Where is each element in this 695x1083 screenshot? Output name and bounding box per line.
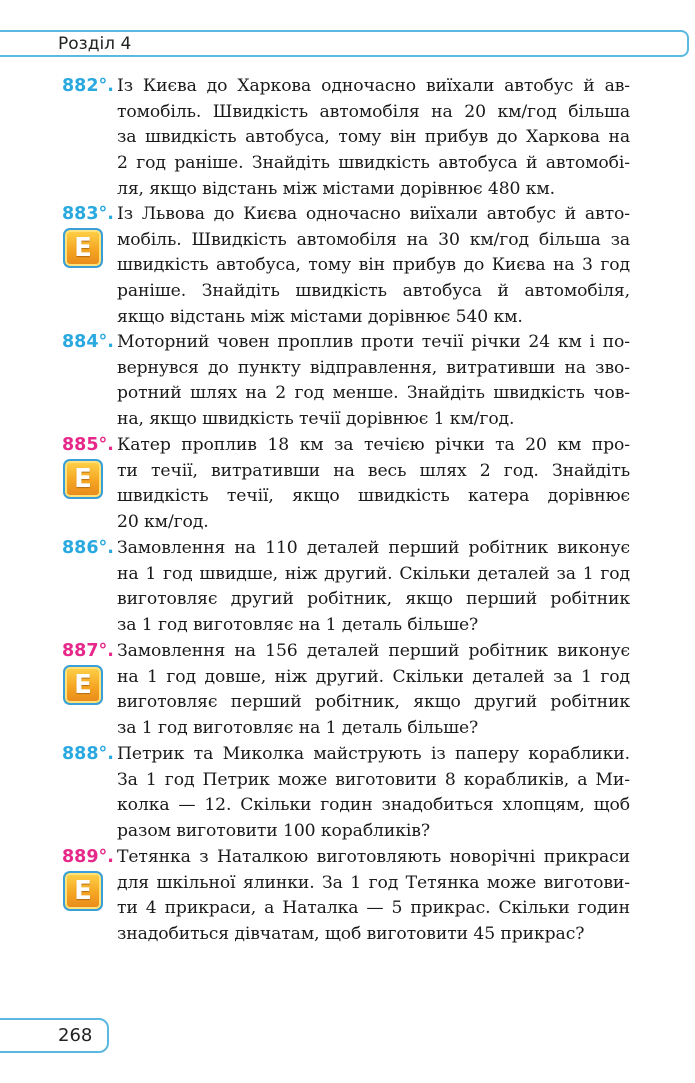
e-badge-icon: E bbox=[63, 459, 103, 499]
problem-number-value: 883 bbox=[62, 204, 99, 224]
problem-text-line: виготовляє перший робітник, якщо другий робітник bbox=[117, 692, 630, 713]
problem-text-line: за 1 год виготовляє на 1 деталь більше? bbox=[117, 718, 479, 739]
problem-text-line: на, якщо швидкість течії дорівнює 1 км/год. bbox=[117, 409, 515, 430]
problem-text-line: За 1 год Петрик може виготовити 8 корабликів, а Ми- bbox=[117, 769, 630, 790]
problem-number-mark: °. bbox=[98, 538, 114, 558]
problem-text-line: раніше. Знайдіть швидкість автобуса й автомобіля, bbox=[117, 281, 630, 302]
problem-number bbox=[62, 433, 114, 459]
problem-text bbox=[117, 202, 630, 331]
problem-text-line: на 1 год довше, ніж другий. Скільки деталей за 1 год bbox=[117, 666, 630, 687]
problem-text bbox=[117, 742, 630, 845]
problem-number-mark: °. bbox=[98, 435, 114, 455]
problem-number bbox=[62, 202, 114, 228]
page-number-box bbox=[0, 1018, 109, 1053]
problem-number-value: 882 bbox=[62, 76, 99, 96]
problem-number-value: 885 bbox=[62, 435, 99, 455]
problem-number-value: 884 bbox=[62, 332, 99, 352]
e-badge-icon: E bbox=[63, 665, 103, 705]
problem-text bbox=[117, 74, 630, 203]
problem-text-line: Моторний човен проплив проти течії річки 24 км і по- bbox=[117, 332, 630, 352]
problem-text-line: для шкільної ялинки. За 1 год Тетянка може виготови- bbox=[117, 872, 630, 893]
problem-text-line: ти 4 прикраси, а Наталка — 5 прикрас. Скільки годин bbox=[117, 898, 630, 919]
problem-text-line: швидкість течії, якщо швидкість катера дорівнює bbox=[117, 486, 630, 507]
page-number: 268 bbox=[58, 1025, 93, 1046]
problem-text-line: на 1 год швидше, ніж другий. Скільки деталей за 1 год bbox=[117, 563, 630, 584]
problem-number-value: 886 bbox=[62, 538, 99, 558]
problem-number-value: 888 bbox=[62, 744, 99, 764]
problem-text bbox=[117, 433, 630, 536]
problem-text-line: знадобиться дівчатам, щоб виготовити 45 прикрас? bbox=[117, 924, 585, 945]
problem-text-line: 20 км/год. bbox=[117, 512, 209, 533]
e-badge-icon: E bbox=[63, 228, 103, 268]
problem-text-line: ти течії, витративши на весь шлях 2 год. Знайдіть bbox=[117, 460, 630, 481]
problem-number-mark: °. bbox=[98, 641, 114, 661]
problem-text-line: за швидкість автобуса, тому він прибув до Харкова на bbox=[117, 127, 630, 148]
problem-text-line: томобіль. Швидкість автомобіля на 20 км/год більша bbox=[117, 101, 630, 122]
problem-text-line: швидкість автобуса, тому він прибув до Києва на 3 год bbox=[117, 255, 630, 276]
problem-number bbox=[62, 536, 114, 562]
problem-number bbox=[62, 74, 114, 100]
problem-number-mark: °. bbox=[98, 332, 114, 352]
problem-text-line: ля, якщо відстань між містами дорівнює 480 км. bbox=[117, 178, 556, 199]
problem-text-line: ротний шлях на 2 год менше. Знайдіть швидкість чов- bbox=[117, 383, 630, 404]
problem-text bbox=[117, 639, 630, 742]
problem-text-line: колка — 12. Скільки годин знадобиться хлопцям, щоб bbox=[117, 795, 630, 816]
problem-text-line: разом виготовити 100 корабликів? bbox=[117, 821, 430, 842]
problem-number bbox=[62, 845, 114, 871]
problem-text-line: за 1 год виготовляє на 1 деталь більше? bbox=[117, 615, 479, 636]
problem-text-line: Замовлення на 110 деталей перший робітник виконує bbox=[117, 538, 630, 558]
problem-number-mark: °. bbox=[98, 76, 114, 96]
problem-text-line: Замовлення на 156 деталей перший робітник виконує bbox=[117, 641, 630, 661]
problem-number-mark: °. bbox=[98, 204, 114, 224]
problem-number-value: 889 bbox=[62, 847, 99, 867]
problem-text-line: Катер проплив 18 км за течією річки та 20 км про- bbox=[117, 435, 630, 455]
problem-text-line: Петрик та Миколка майструють із паперу кораблики. bbox=[117, 744, 630, 764]
problem-text bbox=[117, 536, 630, 639]
problem-text-line: Тетянка з Наталкою виготовляють новорічні прикраси bbox=[117, 847, 630, 867]
problem-number bbox=[62, 330, 114, 356]
problem-text bbox=[117, 330, 630, 433]
problem-text-line: мобіль. Швидкість автомобіля на 30 км/год більша за bbox=[117, 229, 630, 250]
problem-text bbox=[117, 845, 630, 948]
problem-text-line: Із Львова до Києва одночасно виїхали автобус й авто- bbox=[117, 204, 630, 224]
problem-number bbox=[62, 742, 114, 768]
problem-text-line: 2 год раніше. Знайдіть швидкість автобуса й автомобі- bbox=[117, 153, 630, 174]
section-title: Розділ 4 bbox=[58, 34, 132, 54]
problem-number-value: 887 bbox=[62, 641, 99, 661]
problem-text-line: вернувся до пункту відправлення, витративши на зво- bbox=[117, 357, 630, 378]
problem-text-line: виготовляє другий робітник, якщо перший робітник bbox=[117, 589, 630, 610]
problem-text-line: якщо відстань між містами дорівнює 540 км. bbox=[117, 306, 523, 327]
problem-number-mark: °. bbox=[98, 847, 114, 867]
problem-number-mark: °. bbox=[98, 744, 114, 764]
problem-text-line: Із Києва до Харкова одночасно виїхали автобус й ав- bbox=[117, 76, 630, 96]
problem-number bbox=[62, 639, 114, 665]
e-badge-icon: E bbox=[63, 871, 103, 911]
